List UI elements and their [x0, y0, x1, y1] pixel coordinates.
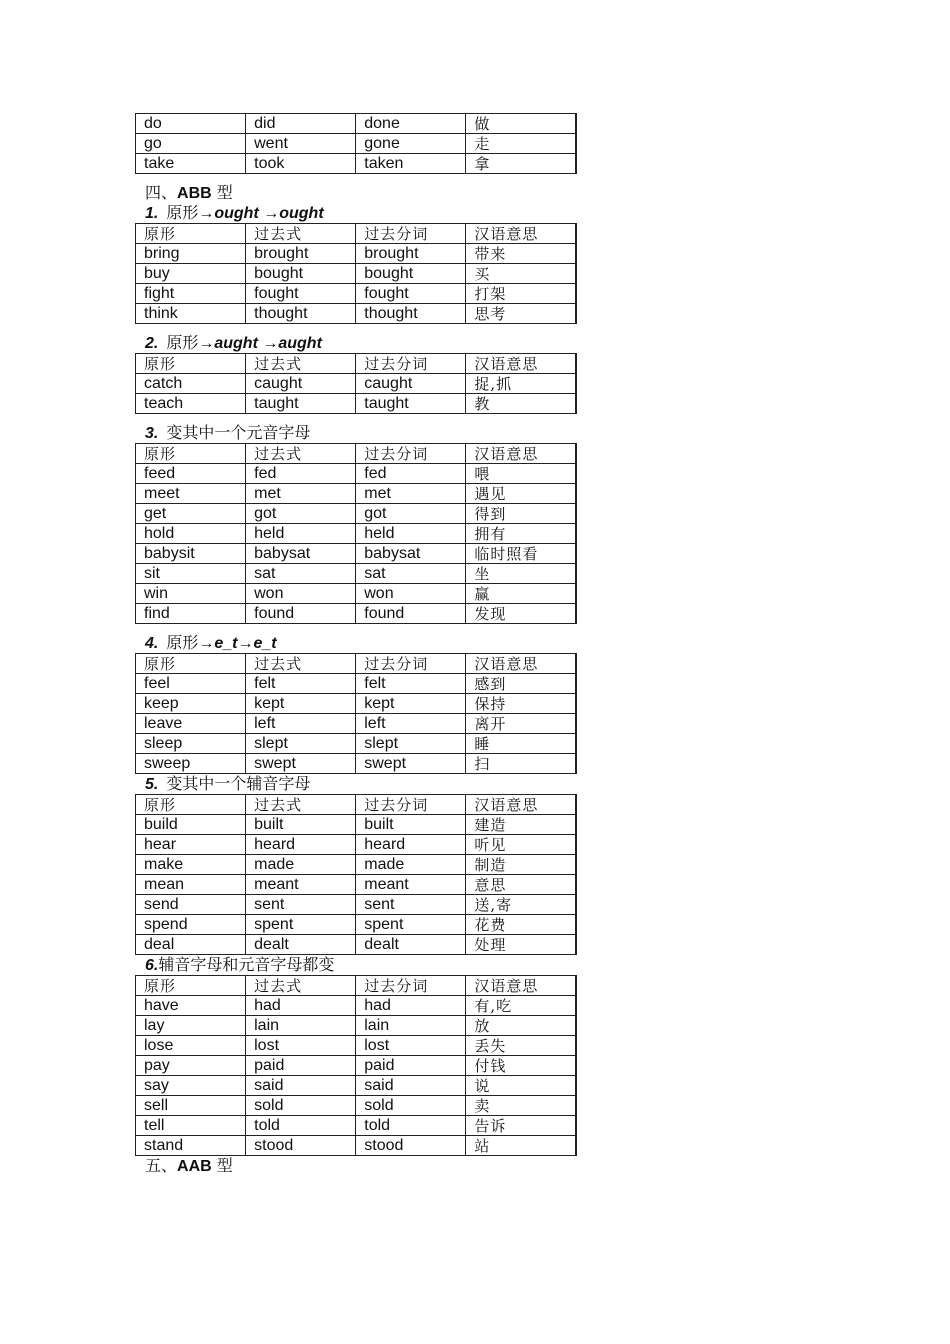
cell-base-form: leave — [136, 714, 246, 734]
cell-chinese-meaning: 站 — [466, 1136, 576, 1156]
table-row — [136, 394, 577, 414]
table-row — [136, 734, 577, 754]
section-5-label: AAB — [177, 1158, 212, 1175]
cell-past-participle: lost — [356, 1036, 466, 1056]
verb-table-0 — [135, 113, 577, 174]
cell-past-tense: meant — [246, 875, 356, 895]
cell-past-tense: found — [246, 604, 356, 624]
cell-chinese-meaning: 捉,抓 — [466, 374, 576, 394]
header-chinese-meaning: 汉语意思 — [466, 444, 576, 464]
cell-chinese-meaning: 说 — [466, 1076, 576, 1096]
cell-past-tense: sat — [246, 564, 356, 584]
cell-base-form: teach — [136, 394, 246, 414]
cell-base-form: lay — [136, 1016, 246, 1036]
cell-base-form: win — [136, 584, 246, 604]
cell-past-participle: held — [356, 524, 466, 544]
table-row — [136, 835, 577, 855]
cell-past-participle: lain — [356, 1016, 466, 1036]
cell-past-participle: built — [356, 815, 466, 835]
table-row — [136, 304, 577, 324]
cell-past-participle: kept — [356, 694, 466, 714]
cell-past-participle: left — [356, 714, 466, 734]
header-past-participle: 过去分词 — [356, 444, 466, 464]
cell-past-tense: caught — [246, 374, 356, 394]
header-past-tense: 过去式 — [246, 654, 356, 674]
table-row — [136, 564, 577, 584]
cell-past-tense: felt — [246, 674, 356, 694]
cell-base-form: say — [136, 1076, 246, 1096]
cell-base-form: bring — [136, 244, 246, 264]
cell-base-form: lose — [136, 1036, 246, 1056]
header-chinese-meaning: 汉语意思 — [466, 976, 576, 996]
section-5-prefix: 五、 — [145, 1156, 178, 1175]
cell-past-participle: heard — [356, 835, 466, 855]
header-past-tense: 过去式 — [246, 976, 356, 996]
cell-base-form: sweep — [136, 754, 246, 774]
cell-base-form: deal — [136, 935, 246, 955]
section-4-suffix: 型 — [211, 183, 233, 202]
group-3-number: 3. — [145, 425, 159, 442]
cell-chinese-meaning: 坐 — [466, 564, 576, 584]
table-header-row — [136, 654, 577, 674]
cell-past-tense: held — [246, 524, 356, 544]
cell-base-form: meet — [136, 484, 246, 504]
cell-chinese-meaning: 付钱 — [466, 1056, 576, 1076]
group-4-heading — [135, 633, 578, 653]
cell-past-tense: told — [246, 1116, 356, 1136]
cell-past-participle: had — [356, 996, 466, 1016]
table-row — [136, 584, 577, 604]
cell-past-tense: brought — [246, 244, 356, 264]
group-4-title-en: →e_t→e_t — [198, 635, 277, 652]
cell-chinese-meaning: 思考 — [466, 304, 576, 324]
table-row — [136, 134, 577, 154]
group-5-number: 5. — [145, 776, 159, 793]
table-row — [136, 1116, 577, 1136]
cell-past-participle: taken — [356, 154, 466, 174]
header-base-form: 原形 — [136, 444, 246, 464]
cell-chinese-meaning: 买 — [466, 264, 576, 284]
table-row — [136, 915, 577, 935]
verb-table-2 — [135, 353, 577, 414]
verb-table-1 — [135, 223, 577, 324]
cell-chinese-meaning: 睡 — [466, 734, 576, 754]
verb-table-3 — [135, 443, 577, 624]
cell-chinese-meaning: 做 — [466, 114, 576, 134]
cell-past-tense: sold — [246, 1096, 356, 1116]
cell-chinese-meaning: 带来 — [466, 244, 576, 264]
table-row — [136, 855, 577, 875]
cell-past-participle: slept — [356, 734, 466, 754]
cell-base-form: go — [136, 134, 246, 154]
table-row — [136, 1096, 577, 1116]
group-2-number: 2. — [145, 335, 159, 352]
cell-base-form: have — [136, 996, 246, 1016]
cell-base-form: mean — [136, 875, 246, 895]
table-row — [136, 604, 577, 624]
cell-base-form: hear — [136, 835, 246, 855]
cell-chinese-meaning: 意思 — [466, 875, 576, 895]
table-row — [136, 1036, 577, 1056]
cell-base-form: tell — [136, 1116, 246, 1136]
cell-past-tense: met — [246, 484, 356, 504]
header-past-participle: 过去分词 — [356, 654, 466, 674]
cell-base-form: think — [136, 304, 246, 324]
table-header-row — [136, 795, 577, 815]
cell-base-form: catch — [136, 374, 246, 394]
cell-past-participle: fed — [356, 464, 466, 484]
cell-past-tense: built — [246, 815, 356, 835]
cell-past-participle: taught — [356, 394, 466, 414]
cell-past-participle: said — [356, 1076, 466, 1096]
table-row — [136, 996, 577, 1016]
table-row — [136, 674, 577, 694]
cell-past-participle: dealt — [356, 935, 466, 955]
table-row — [136, 154, 577, 174]
cell-past-tense: fed — [246, 464, 356, 484]
group-5-title-cn: 变其中一个辅音字母 — [166, 774, 311, 793]
cell-chinese-meaning: 喂 — [466, 464, 576, 484]
group-2-title-en: →aught →aught — [198, 335, 322, 352]
header-chinese-meaning: 汉语意思 — [466, 795, 576, 815]
cell-past-tense: lain — [246, 1016, 356, 1036]
header-past-participle: 过去分词 — [356, 354, 466, 374]
table-row — [136, 714, 577, 734]
cell-past-tense: heard — [246, 835, 356, 855]
header-past-tense: 过去式 — [246, 224, 356, 244]
group-2-title-cn: 原形 — [166, 333, 199, 352]
table-row — [136, 1056, 577, 1076]
group-4-number: 4. — [145, 635, 159, 652]
cell-past-participle: babysat — [356, 544, 466, 564]
section-4-label: ABB — [177, 185, 212, 202]
cell-past-tense: left — [246, 714, 356, 734]
cell-past-tense: said — [246, 1076, 356, 1096]
cell-base-form: stand — [136, 1136, 246, 1156]
cell-chinese-meaning: 处理 — [466, 935, 576, 955]
cell-chinese-meaning: 丢失 — [466, 1036, 576, 1056]
header-past-tense: 过去式 — [246, 354, 356, 374]
cell-chinese-meaning: 听见 — [466, 835, 576, 855]
header-base-form: 原形 — [136, 976, 246, 996]
table-row — [136, 754, 577, 774]
cell-base-form: hold — [136, 524, 246, 544]
cell-past-participle: stood — [356, 1136, 466, 1156]
cell-past-participle: caught — [356, 374, 466, 394]
group-1-title-en: →ought →ought — [198, 205, 324, 222]
group-5-heading — [135, 774, 578, 794]
cell-past-participle: sat — [356, 564, 466, 584]
cell-chinese-meaning: 感到 — [466, 674, 576, 694]
cell-chinese-meaning: 建造 — [466, 815, 576, 835]
cell-past-participle: met — [356, 484, 466, 504]
group-1-heading — [135, 203, 578, 223]
cell-base-form: feel — [136, 674, 246, 694]
table-row — [136, 1076, 577, 1096]
table-row — [136, 815, 577, 835]
header-past-participle: 过去分词 — [356, 976, 466, 996]
cell-base-form: sleep — [136, 734, 246, 754]
cell-past-tense: paid — [246, 1056, 356, 1076]
cell-past-participle: sent — [356, 895, 466, 915]
cell-past-tense: won — [246, 584, 356, 604]
cell-past-participle: meant — [356, 875, 466, 895]
cell-past-participle: found — [356, 604, 466, 624]
cell-chinese-meaning: 制造 — [466, 855, 576, 875]
cell-chinese-meaning: 有,吃 — [466, 996, 576, 1016]
cell-past-participle: felt — [356, 674, 466, 694]
cell-past-participle: won — [356, 584, 466, 604]
group-1-title-cn: 原形 — [166, 203, 199, 222]
cell-base-form: pay — [136, 1056, 246, 1076]
cell-base-form: babysit — [136, 544, 246, 564]
cell-chinese-meaning: 发现 — [466, 604, 576, 624]
cell-chinese-meaning: 遇见 — [466, 484, 576, 504]
table-row — [136, 374, 577, 394]
table-row — [136, 504, 577, 524]
cell-chinese-meaning: 保持 — [466, 694, 576, 714]
table-row — [136, 895, 577, 915]
cell-base-form: take — [136, 154, 246, 174]
header-base-form: 原形 — [136, 654, 246, 674]
cell-chinese-meaning: 得到 — [466, 504, 576, 524]
cell-base-form: get — [136, 504, 246, 524]
cell-chinese-meaning: 扫 — [466, 754, 576, 774]
group-1-number: 1. — [145, 205, 159, 222]
cell-past-participle: spent — [356, 915, 466, 935]
cell-past-participle: thought — [356, 304, 466, 324]
cell-base-form: build — [136, 815, 246, 835]
header-past-participle: 过去分词 — [356, 224, 466, 244]
table-header-row — [136, 976, 577, 996]
table-row — [136, 544, 577, 564]
cell-chinese-meaning: 赢 — [466, 584, 576, 604]
cell-base-form: make — [136, 855, 246, 875]
document-page — [135, 113, 578, 1176]
cell-past-tense: lost — [246, 1036, 356, 1056]
cell-past-tense: dealt — [246, 935, 356, 955]
cell-base-form: do — [136, 114, 246, 134]
cell-chinese-meaning: 花费 — [466, 915, 576, 935]
cell-past-participle: paid — [356, 1056, 466, 1076]
group-6-heading — [135, 955, 578, 975]
cell-past-tense: slept — [246, 734, 356, 754]
table-row — [136, 114, 577, 134]
cell-past-tense: had — [246, 996, 356, 1016]
cell-past-tense: kept — [246, 694, 356, 714]
table-row — [136, 1136, 577, 1156]
header-past-tense: 过去式 — [246, 795, 356, 815]
table-header-row — [136, 444, 577, 464]
table-row — [136, 484, 577, 504]
cell-past-tense: bought — [246, 264, 356, 284]
cell-base-form: sit — [136, 564, 246, 584]
cell-base-form: keep — [136, 694, 246, 714]
cell-past-tense: spent — [246, 915, 356, 935]
header-past-tense: 过去式 — [246, 444, 356, 464]
table-row — [136, 694, 577, 714]
table-row — [136, 264, 577, 284]
section-4-prefix: 四、 — [145, 183, 178, 202]
cell-base-form: fight — [136, 284, 246, 304]
cell-past-participle: sold — [356, 1096, 466, 1116]
cell-past-tense: took — [246, 154, 356, 174]
cell-base-form: find — [136, 604, 246, 624]
cell-past-participle: gone — [356, 134, 466, 154]
table-row — [136, 464, 577, 484]
cell-base-form: feed — [136, 464, 246, 484]
cell-chinese-meaning: 告诉 — [466, 1116, 576, 1136]
cell-base-form: spend — [136, 915, 246, 935]
verb-table-4 — [135, 653, 577, 774]
table-row — [136, 284, 577, 304]
table-header-row — [136, 224, 577, 244]
table-row — [136, 524, 577, 544]
table-row — [136, 935, 577, 955]
cell-past-participle: got — [356, 504, 466, 524]
cell-base-form: send — [136, 895, 246, 915]
cell-base-form: buy — [136, 264, 246, 284]
header-past-participle: 过去分词 — [356, 795, 466, 815]
table-row — [136, 875, 577, 895]
section-5-heading — [135, 1156, 578, 1176]
header-base-form: 原形 — [136, 795, 246, 815]
header-chinese-meaning: 汉语意思 — [466, 354, 576, 374]
section-4-heading — [135, 183, 578, 203]
group-3-heading — [135, 423, 578, 443]
verb-table-6 — [135, 975, 577, 1156]
group-3-title-cn: 变其中一个元音字母 — [166, 423, 311, 442]
cell-chinese-meaning: 拿 — [466, 154, 576, 174]
cell-chinese-meaning: 卖 — [466, 1096, 576, 1116]
cell-chinese-meaning: 临时照看 — [466, 544, 576, 564]
header-base-form: 原形 — [136, 354, 246, 374]
cell-chinese-meaning: 送,寄 — [466, 895, 576, 915]
table-row — [136, 244, 577, 264]
group-2-heading — [135, 333, 578, 353]
header-base-form: 原形 — [136, 224, 246, 244]
cell-chinese-meaning: 放 — [466, 1016, 576, 1036]
cell-past-tense: thought — [246, 304, 356, 324]
cell-past-tense: swept — [246, 754, 356, 774]
cell-past-tense: taught — [246, 394, 356, 414]
cell-past-tense: got — [246, 504, 356, 524]
group-4-title-cn: 原形 — [166, 633, 199, 652]
cell-chinese-meaning: 走 — [466, 134, 576, 154]
group-6-number: 6. — [145, 957, 159, 974]
cell-past-tense: did — [246, 114, 356, 134]
cell-past-participle: fought — [356, 284, 466, 304]
cell-past-participle: swept — [356, 754, 466, 774]
cell-past-participle: brought — [356, 244, 466, 264]
verb-table-5 — [135, 794, 577, 955]
cell-past-tense: babysat — [246, 544, 356, 564]
cell-chinese-meaning: 打架 — [466, 284, 576, 304]
cell-past-tense: stood — [246, 1136, 356, 1156]
cell-past-tense: made — [246, 855, 356, 875]
cell-chinese-meaning: 拥有 — [466, 524, 576, 544]
cell-past-participle: bought — [356, 264, 466, 284]
cell-past-tense: went — [246, 134, 356, 154]
cell-past-participle: made — [356, 855, 466, 875]
cell-chinese-meaning: 教 — [466, 394, 576, 414]
table-header-row — [136, 354, 577, 374]
cell-past-participle: done — [356, 114, 466, 134]
table-row — [136, 1016, 577, 1036]
cell-chinese-meaning: 离开 — [466, 714, 576, 734]
group-6-title-cn: 辅音字母和元音字母都变 — [158, 955, 335, 974]
cell-past-tense: sent — [246, 895, 356, 915]
header-chinese-meaning: 汉语意思 — [466, 654, 576, 674]
cell-base-form: sell — [136, 1096, 246, 1116]
header-chinese-meaning: 汉语意思 — [466, 224, 576, 244]
cell-past-tense: fought — [246, 284, 356, 304]
section-5-suffix: 型 — [211, 1156, 233, 1175]
cell-past-participle: told — [356, 1116, 466, 1136]
